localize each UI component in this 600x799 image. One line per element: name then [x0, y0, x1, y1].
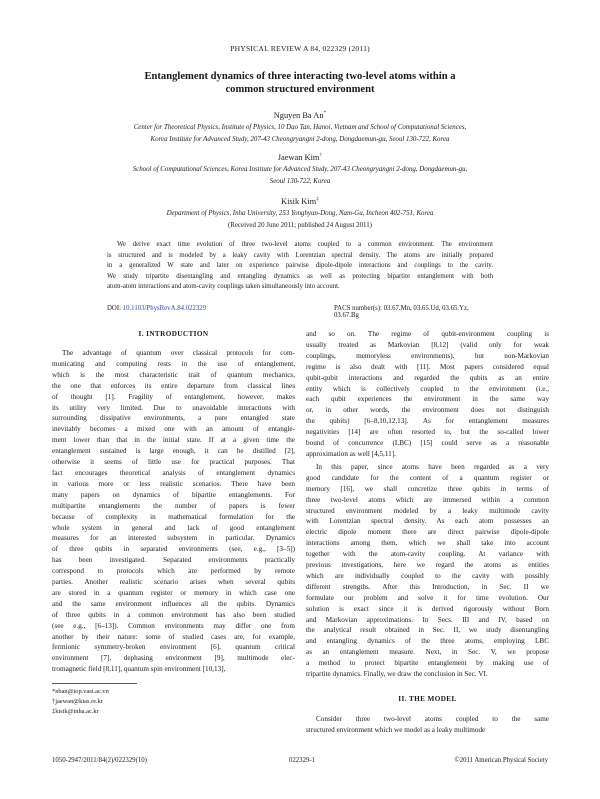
text-line: surrounding dissipative environments, a pure entangled state [52, 414, 295, 423]
doi [107, 305, 206, 312]
doi-label: DOI: [107, 305, 121, 312]
text-line: are stored in a quantum register or memory in which case one [52, 588, 295, 597]
model-paragraph-1 [306, 714, 549, 736]
footnote-email[interactable]: †jaewan@kias.re.kr [52, 698, 103, 705]
affiliation-line: Center for Theoretical Physics, Institute of Physics, 10 Dao Tan, Hanoi, Vietnam and School of Computational Sciences, [133, 124, 467, 131]
footer-copyright: ©2011 American Physical Society [454, 757, 548, 764]
title-line-2: common structured environment [225, 84, 375, 95]
intro-paragraph-1-continued [306, 329, 549, 460]
text-line: memory [16], we shall concretize three qubits in terms of [306, 484, 549, 493]
text-line: negativities [14] are often resorted to, but the so-called lower [306, 428, 549, 437]
text-line: In this paper, since atoms have been regarded as a very [316, 462, 549, 471]
footer-page-number: 022329-1 [288, 757, 316, 764]
text-line: of three qubits in a common environment has also been studied [52, 610, 295, 619]
author-footnote-mark[interactable]: ‡ [316, 196, 319, 202]
intro-paragraph-1 [52, 348, 295, 675]
text-line: Consider three two-level atoms coupled to the same [316, 715, 549, 723]
text-line: together with the atom-cavity coupling. At variance with [306, 550, 549, 559]
text-line: as an entanglement measure. Next, in Sec. V, we propose [306, 648, 549, 657]
author-name: Kisik Kim [281, 196, 317, 206]
article-title [90, 70, 510, 96]
text-line: three two-level atoms which are immersed within a common [306, 495, 549, 504]
text-line: approximation as well [4,5,11]. [306, 449, 396, 458]
text-line: otherwise it seems of little use for practical purposes. That [52, 458, 295, 467]
text-line: The advantage of quantum over classical protocols for com- [62, 349, 295, 357]
text-line: which are individually coupled to the cavity with possibly [306, 571, 549, 580]
pacs-numbers: PACS number(s): 03.67.Mn, 03.65.Ud, 03.65.Yz, 03.67.Bg [334, 305, 469, 319]
text-line: tromagnetic field [8,11], quantum spin environment [10,13], [52, 665, 226, 674]
text-line: different strengths. After this Introduction, in Sec. II we [306, 582, 549, 591]
text-line: structured environment which we model as a leaky multimode [306, 725, 486, 734]
text-line: formulate our problem and solve it for time evolution. Our [306, 593, 549, 602]
abstract-line: We derive exact time evolution of three two-level atoms coupled to a common environment. The environment [117, 241, 493, 248]
text-line: environment [7], dephasing environment [9], multimode elec- [52, 654, 295, 663]
right-column [306, 329, 549, 736]
received-dates: (Received 20 June 2011; published 24 August 2011) [228, 222, 372, 229]
text-line: couplings, memoryless environments), but non-Markovian [306, 351, 549, 360]
text-line: and so on. The regime of qubit-environment coupling is [306, 330, 549, 338]
text-line: the one that enforces its entire departure from classical lines [52, 381, 295, 390]
footnote-email[interactable]: ‡kisik@inha.ac.kr [52, 708, 99, 715]
text-line: and Markovian approximations. In Secs. III and IV, based on [306, 615, 549, 624]
affiliation-2 [75, 164, 525, 187]
text-line: interactions among them, which we shall take into account [306, 539, 549, 548]
abstract [107, 240, 493, 293]
text-line: fermionic symmetry-broken environment [6], quantum critical [52, 643, 295, 652]
text-line: municating and computing rests in the use of entanglement, [52, 359, 295, 368]
text-line: inevitably becomes a mixed one with an amount of entangle- [52, 425, 295, 434]
abstract-line: in a generalized W state and later on experience pairwise dipole-dipole interactions and couplings to the cavity. [107, 262, 493, 270]
left-column [52, 329, 295, 675]
text-line: usually treated as Markovian [8,12] (valid only for weak [306, 340, 549, 349]
text-line: many papers on dynamics of bipartite entanglements. For [52, 490, 295, 499]
doi-link[interactable]: 10.1103/PhysRevA.84.022329 [122, 305, 207, 312]
text-line: ment lower than that in the initial state. If at a given time the [52, 436, 295, 445]
text-line: measures for an interested subsystem in particular. Dynamics [52, 534, 295, 543]
text-line: structured environment modeled by a leaky multimode cavity [306, 506, 549, 515]
abstract-line: We study tripartite disentangling and entangling dynamics as well as protecting bipartite entanglement with both [107, 272, 493, 280]
text-line: has been investigated. Separated environments practically [52, 556, 295, 565]
affiliation-line: Department of Physics, Inha University, 253 Yonghyun-Dong, Nam-Gu, Incheon 402-751, Korea [166, 210, 434, 217]
text-line: another by their nature: some of studied cases are, for example, [52, 632, 295, 641]
intro-paragraph-2 [306, 462, 549, 680]
text-line: which is the most characteristic trait of quantum mechanics, [52, 370, 295, 379]
text-line: because of complexity in mathematical formulation for the [52, 512, 295, 521]
section-heading-model: II. THE MODEL [398, 695, 457, 703]
text-line: entanglement sustained is large enough, it can be distilled [2], [52, 447, 295, 456]
author-footnote-mark[interactable]: * [323, 110, 327, 116]
text-line: tripartite dynamics. Finally, we draw the conclusion in Sec. VI. [306, 670, 488, 679]
author-name: Nguyen Ba An [273, 110, 324, 120]
author-jaewan-kim [60, 152, 540, 162]
section-heading-introduction: I. INTRODUCTION [138, 330, 209, 338]
author-nguyen-ba-an [60, 110, 540, 120]
affiliation-line: Korea Institute for Advanced Study, 207-43 Cheongryangni 2-dong, Dongdaemun-gu, Seoul 130-722, Korea [150, 135, 450, 143]
affiliation-1 [75, 122, 525, 145]
abstract-line: is structured and is modeled by a leaky cavity with Lorentzian spectral density. The atoms are initially prepared [107, 251, 493, 259]
text-line: of three qubits in separated environments (see, e.g., [3–5]) [52, 545, 295, 554]
text-line: solution is exact since it is derived rigorously without Born [306, 604, 549, 613]
affiliation-3 [75, 208, 525, 220]
text-line: and the same environment influences all the qubits. Dynamics [52, 599, 295, 608]
author-name: Jaewan Kim [277, 152, 320, 162]
text-line: multipartite entanglements the number of papers is fewer [52, 501, 295, 510]
abstract-line: atom-atom interactions and atom-cavity couplings taken simultaneously into account. [107, 283, 340, 291]
text-line: previous investigations, here we regard the atoms as entities [306, 561, 549, 570]
text-line: whole system in general and lack of good entanglement [52, 523, 295, 532]
title-line-1: Entanglement dynamics of three interacting two-level atoms within a [144, 71, 456, 82]
text-line: each qubit experiences the environment in the same way [306, 395, 549, 404]
author-kisik-kim [60, 196, 540, 206]
text-line: its utility very limited. Due to unavoidable interactions with [52, 403, 295, 412]
affiliation-line: School of Computational Sciences, Korea Institute for Advanced Study, 207-43 Cheongryangni 2-dong, Dongdaemun-gu, [132, 166, 468, 173]
text-line: in various more or less realistic scenarios. There have been [52, 479, 295, 488]
text-line: or, in other words, the environment does not distinguish [306, 406, 549, 415]
affiliation-line: Seoul 130-722, Korea [269, 177, 331, 185]
footnotes [52, 687, 109, 717]
text-line: the qubits) [6–8,10,12,13]. As for entanglement measures [306, 417, 549, 426]
text-line: parties. Another realistic scenario arises when several qubits [52, 578, 295, 587]
text-line: good candidate for the content of a quantum register or [306, 473, 549, 482]
journal-header: PHYSICAL REVIEW A 84, 022329 (2011) [230, 44, 370, 53]
footer-issn: 1050-2947/2011/84(2)/022329(10) [52, 757, 147, 764]
text-line: and entangling dynamics of the three atoms, employing LBC [306, 637, 549, 646]
text-line: of thought [1]. Fragility of entanglement, however, makes [52, 392, 295, 401]
author-footnote-mark[interactable]: † [319, 152, 323, 158]
text-line: (see e.g., [6–13]). Common environments may differ one from [52, 621, 295, 630]
text-line: regime is also dealt with [11]. Most papers considered equal [306, 362, 549, 371]
text-line: qubit-qubit interactions and regarded the qubits as an entire [306, 373, 549, 382]
text-line: the analytical result obtained in Sec. II, we study disentangling [306, 626, 549, 635]
footnote-email[interactable]: *nban@iop.vast.ac.vn [52, 688, 109, 695]
text-line: with Lorentzian spectral density. As each atom possesses an [306, 517, 549, 526]
text-line: electric dipole moment there are direct pairwise dipole-dipole [306, 528, 549, 537]
footnote-rule [52, 683, 137, 684]
text-line: fact encourages theoretical analysis of entanglement dynamics [52, 468, 295, 477]
text-line: a method to protect bipartite entanglement by making use of [306, 659, 549, 668]
text-line: entity which is collectively coupled to the environment (i.e., [306, 384, 549, 393]
text-line: bound of concurrence (LBC) [15] could serve as a reasonable [306, 439, 549, 448]
text-line: correspond to protocols which are performed by remote [52, 567, 295, 576]
